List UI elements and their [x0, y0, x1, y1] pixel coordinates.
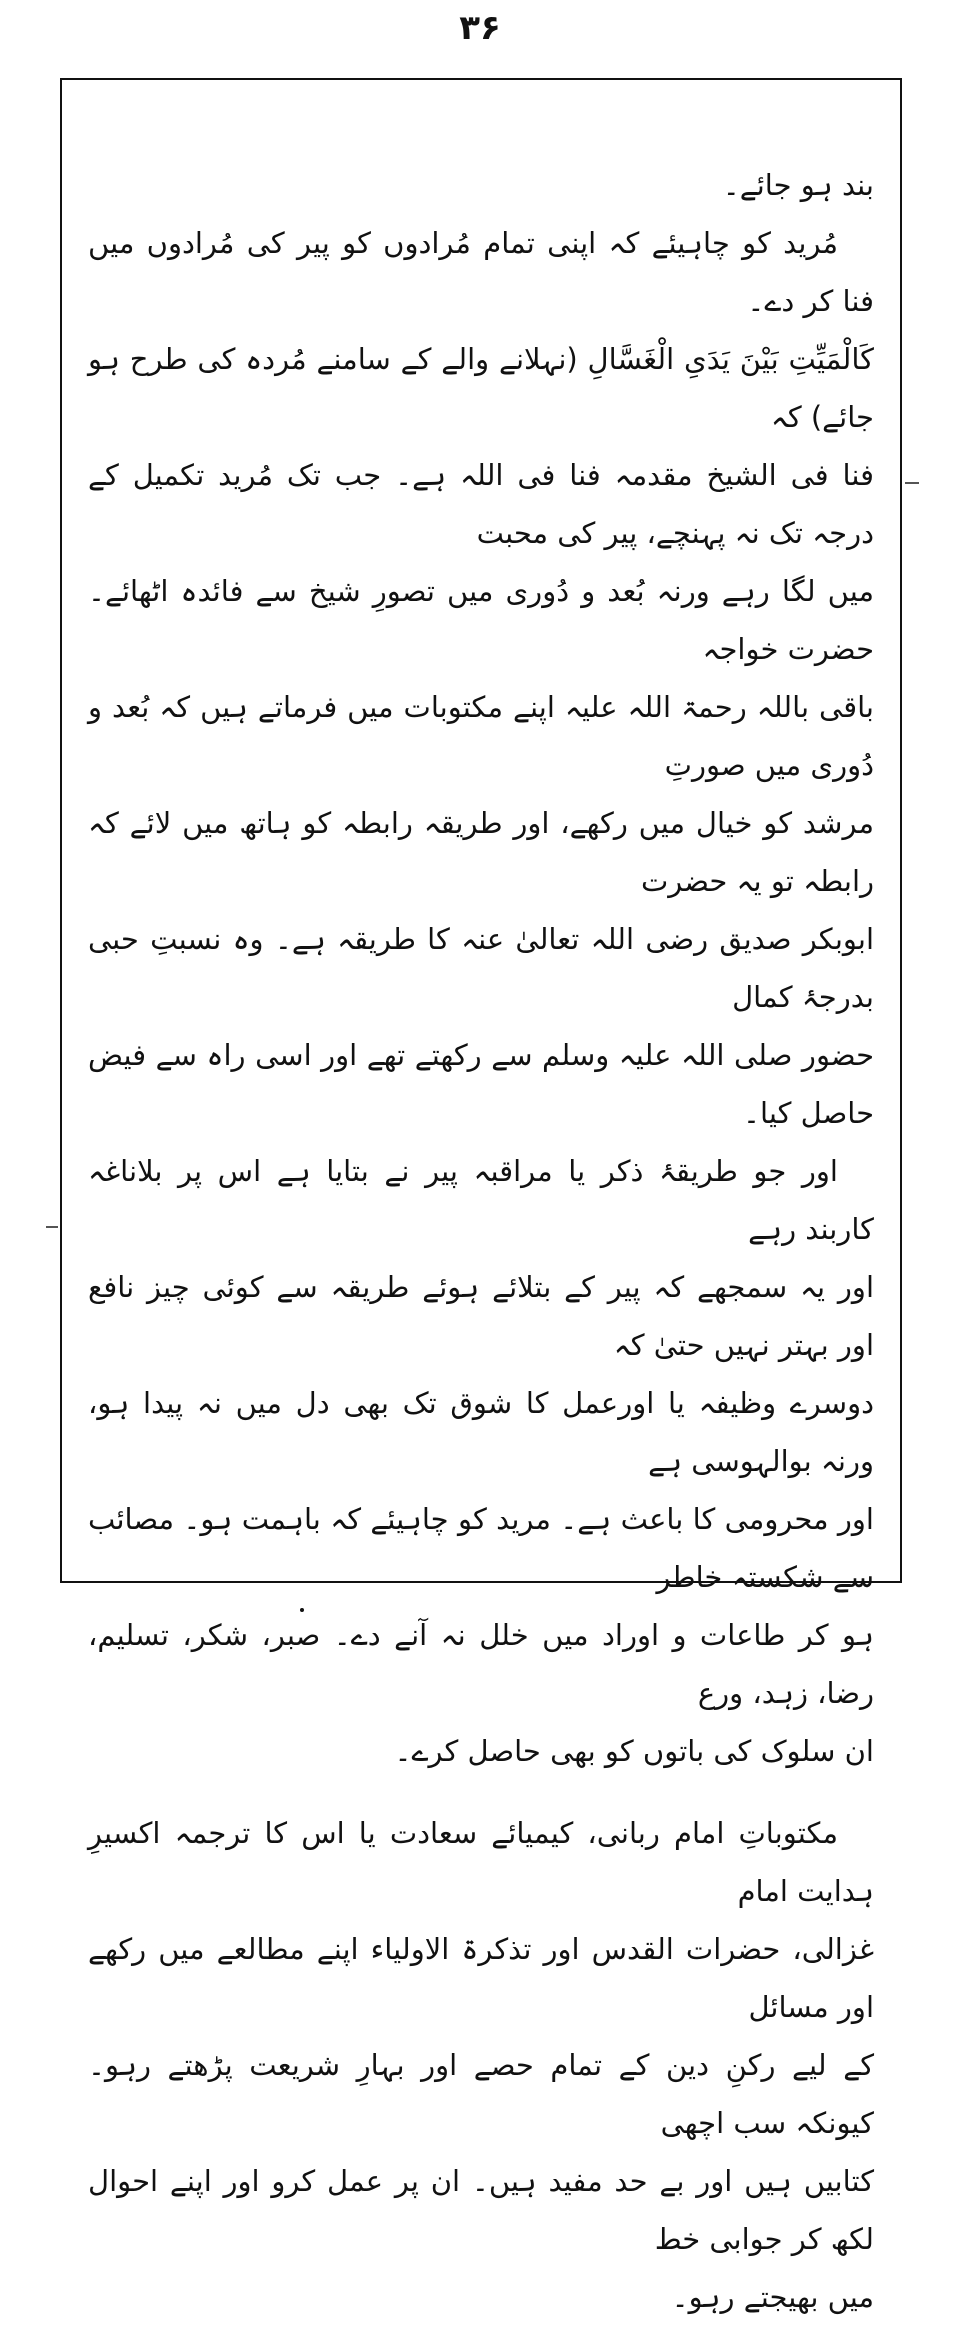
text-line: مرشد کو خیال میں رکھے، اور طریقہ رابطہ کو ہاتھ میں لائے کہ رابطہ تو یہ حضرت — [88, 806, 874, 898]
text-line: غزالی، حضرات القدس اور تذکرۃ الاولیاء اپنے مطالعے میں رکھے اور مسائل — [88, 1932, 874, 2024]
text-line: کے لیے رکنِ دین کے تمام حصے اور بہارِ شریعت پڑھتے رہو۔ کیونکہ سب اچھی — [88, 2048, 874, 2140]
paragraph-1 — [88, 156, 874, 214]
scan-speck — [300, 1608, 304, 1612]
body-text — [88, 156, 874, 2326]
text-line: ہو کر طاعات و اوراد میں خلل نہ آنے دے۔ صبر، شکر، تسلیم، رضا، زہد، ورع — [88, 1618, 874, 1710]
text-line: میں بھیجتے رہو۔ — [671, 2280, 874, 2314]
page-number: ۳۶ — [459, 8, 501, 48]
text-line: دوسرے وظیفہ یا اورعمل کا شوق تک بھی دل میں نہ پیدا ہو، ورنہ بوالہوسی ہے — [88, 1386, 874, 1478]
margin-mark — [46, 1226, 58, 1228]
text-line: حضور صلی اللہ علیہ وسلم سے رکھتے تھے اور اسی راہ سے فیض حاصل کیا۔ — [88, 1038, 874, 1130]
margin-mark — [905, 482, 919, 484]
text-line: مکتوباتِ امام ربانی، کیمیائے سعادت یا اس کا ترجمہ اکسیرِ ہدایت امام — [88, 1816, 874, 1908]
text-frame — [60, 78, 902, 2314]
text-line: فنا فی الشیخ مقدمہ فنا فی اللہ ہے۔ جب تک مُرید تکمیل کے درجہ تک نہ پہنچے، پیر کی محبت — [88, 458, 874, 550]
text-line: باقی باللہ رحمۃ اللہ علیہ اپنے مکتوبات میں فرماتے ہیں کہ بُعد و دُوری میں صورتِ — [88, 690, 874, 782]
text-line: مُرید کو چاہیئے کہ اپنی تمام مُرادوں کو پیر کی مُرادوں میں فنا کر دے۔ — [88, 226, 874, 318]
text-line: ابوبکر صدیق رضی اللہ تعالیٰ عنہ کا طریقہ ہے۔ وہ نسبتِ حبی بدرجۂ کمال — [88, 922, 874, 1014]
text-line: میں لگا رہے ورنہ بُعد و دُوری میں تصورِ شیخ سے فائدہ اٹھائے۔ حضرت خواجہ — [88, 574, 874, 666]
text-line: کتابیں ہیں اور بے حد مفید ہیں۔ ان پر عمل کرو اور اپنے احوال لکھ کر جوابی خط — [88, 2164, 874, 2256]
text-line: بند ہو جائے۔ — [722, 168, 874, 202]
paragraph-2 — [88, 214, 874, 1142]
text-line: اور یہ سمجھے کہ پیر کے بتلائے ہوئے طریقہ سے کوئی چیز نافع اور بہتر نہیں حتیٰ کہ — [88, 1270, 874, 1362]
text-line: اور جو طریقۂ ذکر یا مراقبہ پیر نے بتایا ہے اس پر بلاناغہ کاربند رہے — [88, 1154, 874, 1246]
paragraph-3 — [88, 1142, 874, 1780]
paragraph-4 — [88, 1804, 874, 2326]
text-line: اور محرومی کا باعث ہے۔ مرید کو چاہیئے کہ باہمت ہو۔ مصائب سے شکستہ خاطر — [88, 1502, 874, 1594]
text-line: ان سلوک کی باتوں کو بھی حاصل کرے۔ — [394, 1734, 874, 1768]
text-line: کَالْمَیِّتِ بَیْنَ یَدَیِ الْغَسَّالِ (نہلانے والے کے سامنے مُردہ کی طرح ہو جائے) کہ — [88, 342, 874, 434]
